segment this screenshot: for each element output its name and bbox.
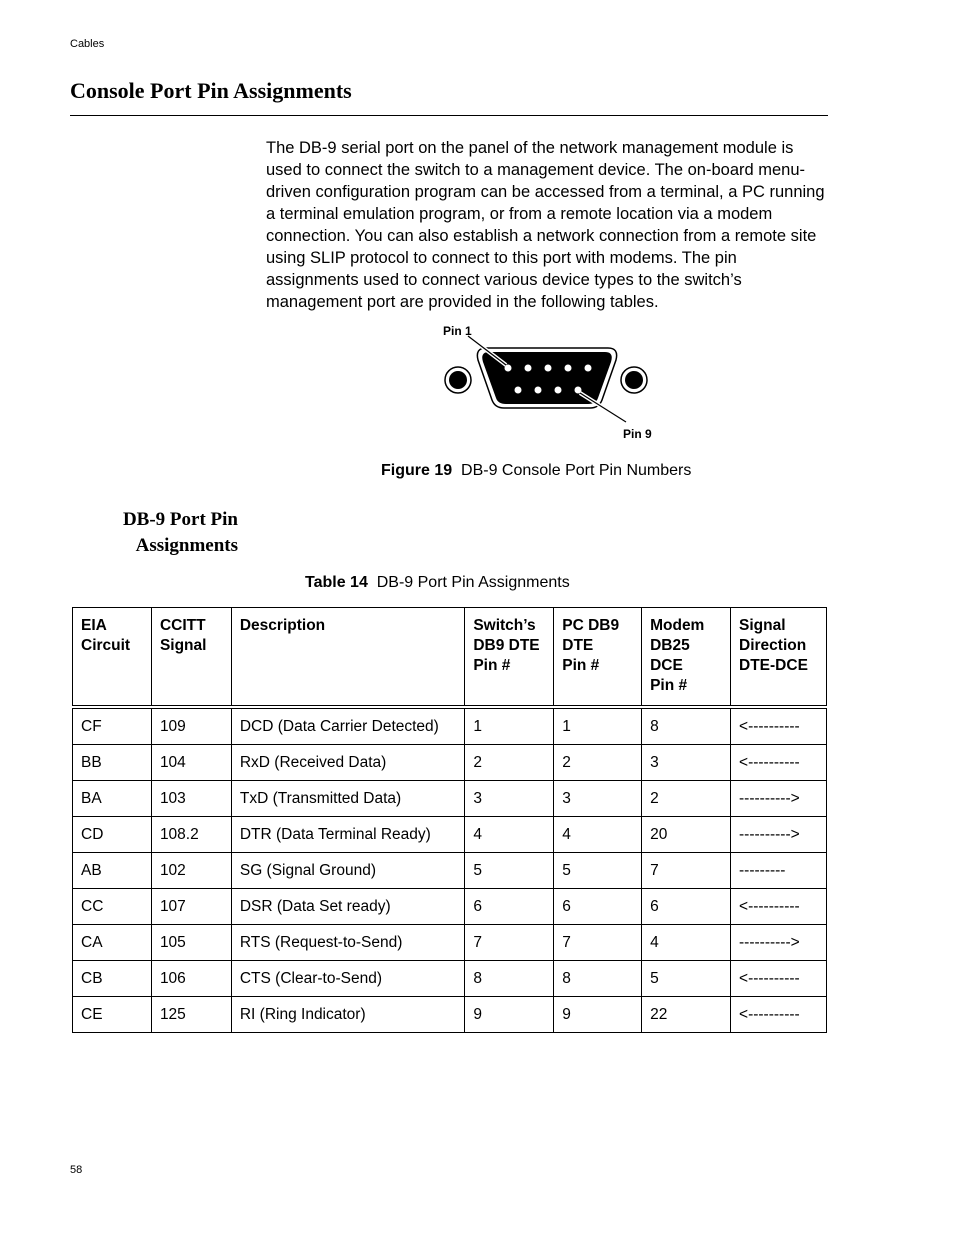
cell-description: RTS (Request-to-Send) xyxy=(231,925,464,961)
cell-pc-db9-pin: 1 xyxy=(554,707,642,745)
figure-caption-text: DB-9 Console Port Pin Numbers xyxy=(461,462,692,479)
cell-switch-db9-pin: 7 xyxy=(465,925,554,961)
subsection-title xyxy=(70,507,238,559)
pin-assignment-table xyxy=(72,607,827,1033)
cell-modem-db25-pin: 22 xyxy=(642,997,731,1033)
table-row xyxy=(73,961,827,997)
cell-description: TxD (Transmitted Data) xyxy=(231,781,464,817)
column-header-line: DTE xyxy=(562,637,594,654)
cell-description: DCD (Data Carrier Detected) xyxy=(231,707,464,745)
cell-signal-direction: ----------> xyxy=(731,817,827,853)
pin9-label: Pin 9 xyxy=(623,427,652,441)
column-header-line: Modem xyxy=(650,617,705,634)
column-header-description xyxy=(231,608,464,708)
table-row xyxy=(73,997,827,1033)
figure-caption-number: Figure 19 xyxy=(381,462,453,479)
cell-pc-db9-pin: 5 xyxy=(554,853,642,889)
table-caption-text: DB-9 Port Pin Assignments xyxy=(376,574,570,591)
column-header-line: EIA xyxy=(81,617,107,634)
cell-modem-db25-pin: 8 xyxy=(642,707,731,745)
cell-ccitt-signal: 103 xyxy=(151,781,231,817)
table-row xyxy=(73,745,827,781)
column-header-line: Signal xyxy=(739,617,786,634)
cell-signal-direction: <---------- xyxy=(731,889,827,925)
cell-eia-circuit: BB xyxy=(73,745,152,781)
table-caption-number: Table 14 xyxy=(305,574,368,591)
cell-switch-db9-pin: 6 xyxy=(465,889,554,925)
column-header-switch-db9-pin xyxy=(465,608,554,708)
cell-ccitt-signal: 125 xyxy=(151,997,231,1033)
subsection-title-line2: Assignments xyxy=(135,535,238,556)
running-head: Cables xyxy=(70,38,105,50)
cell-switch-db9-pin: 3 xyxy=(465,781,554,817)
cell-signal-direction: <---------- xyxy=(731,997,827,1033)
cell-ccitt-signal: 105 xyxy=(151,925,231,961)
column-header-line: Pin # xyxy=(473,657,511,674)
cell-eia-circuit: BA xyxy=(73,781,152,817)
table-caption xyxy=(305,574,570,592)
column-header-modem-db25-pin xyxy=(642,608,731,708)
cell-eia-circuit: AB xyxy=(73,853,152,889)
cell-signal-direction: --------- xyxy=(731,853,827,889)
table-row xyxy=(73,781,827,817)
section-title: Console Port Pin Assignments xyxy=(70,78,352,103)
cell-modem-db25-pin: 3 xyxy=(642,745,731,781)
cell-description: DTR (Data Terminal Ready) xyxy=(231,817,464,853)
intro-paragraph: The DB-9 serial port on the panel of the network management module is used to connect the switch to a management device. The on-board menu-driven configuration program can be accessed from a terminal, a PC running a terminal emulation program, or from a remote location via a modem connection. You can also establish a network connection from a remote site using SLIP protocol to connect to this port with modems. The pin assignments used to connect various device types to the switch’s management port are provided in the following tables. xyxy=(266,139,825,311)
cell-signal-direction: <---------- xyxy=(731,745,827,781)
cell-eia-circuit: CA xyxy=(73,925,152,961)
cell-ccitt-signal: 108.2 xyxy=(151,817,231,853)
cell-ccitt-signal: 106 xyxy=(151,961,231,997)
cell-eia-circuit: CC xyxy=(73,889,152,925)
cell-pc-db9-pin: 6 xyxy=(554,889,642,925)
cell-modem-db25-pin: 6 xyxy=(642,889,731,925)
column-header-ccitt-signal xyxy=(151,608,231,708)
cell-switch-db9-pin: 5 xyxy=(465,853,554,889)
cell-eia-circuit: CF xyxy=(73,707,152,745)
cell-eia-circuit: CD xyxy=(73,817,152,853)
table-row xyxy=(73,853,827,889)
column-header-line: DB25 xyxy=(650,637,690,654)
cell-switch-db9-pin: 4 xyxy=(465,817,554,853)
cell-modem-db25-pin: 20 xyxy=(642,817,731,853)
column-header-line: DCE xyxy=(650,657,683,674)
cell-modem-db25-pin: 7 xyxy=(642,853,731,889)
title-rule xyxy=(70,115,828,116)
table-row xyxy=(73,707,827,745)
cell-pc-db9-pin: 4 xyxy=(554,817,642,853)
subsection-title-line1: DB-9 Port Pin xyxy=(122,509,238,530)
column-header-line: Direction xyxy=(739,637,807,654)
cell-pc-db9-pin: 3 xyxy=(554,781,642,817)
column-header-line: DTE-DCE xyxy=(739,657,808,674)
cell-description: RI (Ring Indicator) xyxy=(231,997,464,1033)
column-header-eia-circuit xyxy=(73,608,152,708)
cell-pc-db9-pin: 7 xyxy=(554,925,642,961)
cell-description: CTS (Clear-to-Send) xyxy=(231,961,464,997)
cell-description: RxD (Received Data) xyxy=(231,745,464,781)
table-row xyxy=(73,817,827,853)
column-header-pc-db9-pin xyxy=(554,608,642,708)
cell-eia-circuit: CE xyxy=(73,997,152,1033)
cell-switch-db9-pin: 2 xyxy=(465,745,554,781)
column-header-line: Signal xyxy=(159,637,207,654)
page-number: 58 xyxy=(70,1164,83,1176)
column-header-line: DB9 DTE xyxy=(473,637,540,654)
cell-eia-circuit: CB xyxy=(73,961,152,997)
cell-switch-db9-pin: 1 xyxy=(465,707,554,745)
cell-modem-db25-pin: 5 xyxy=(642,961,731,997)
cell-signal-direction: ----------> xyxy=(731,925,827,961)
figure-caption xyxy=(381,462,691,480)
table-row xyxy=(73,925,827,961)
cell-pc-db9-pin: 2 xyxy=(554,745,642,781)
cell-modem-db25-pin: 4 xyxy=(642,925,731,961)
column-header-line: Pin # xyxy=(650,677,688,694)
cell-modem-db25-pin: 2 xyxy=(642,781,731,817)
cell-signal-direction: ----------> xyxy=(731,781,827,817)
column-header-line: Switch’s xyxy=(473,617,536,634)
pin1-label: Pin 1 xyxy=(443,324,472,338)
cell-pc-db9-pin: 9 xyxy=(554,997,642,1033)
column-header-line: CCITT xyxy=(159,617,206,634)
table-header xyxy=(73,608,827,708)
cell-ccitt-signal: 107 xyxy=(151,889,231,925)
cell-ccitt-signal: 104 xyxy=(151,745,231,781)
cell-switch-db9-pin: 8 xyxy=(465,961,554,997)
table-header-row xyxy=(73,608,827,708)
column-header-line: Pin # xyxy=(562,657,600,674)
cell-ccitt-signal: 109 xyxy=(151,707,231,745)
cell-ccitt-signal: 102 xyxy=(151,853,231,889)
column-header-signal-direction xyxy=(731,608,827,708)
table-row xyxy=(73,889,827,925)
cell-switch-db9-pin: 9 xyxy=(465,997,554,1033)
cell-description: DSR (Data Set ready) xyxy=(231,889,464,925)
db9-connector-diagram xyxy=(436,318,660,448)
column-header-line: PC DB9 xyxy=(562,617,620,634)
table-body xyxy=(73,707,827,1033)
column-header-line: Circuit xyxy=(81,637,131,654)
cell-signal-direction: <---------- xyxy=(731,961,827,997)
cell-description: SG (Signal Ground) xyxy=(231,853,464,889)
cell-signal-direction: <---------- xyxy=(731,707,827,745)
db9-connector-figure xyxy=(436,318,660,448)
column-header-line: Description xyxy=(239,617,326,634)
cell-pc-db9-pin: 8 xyxy=(554,961,642,997)
